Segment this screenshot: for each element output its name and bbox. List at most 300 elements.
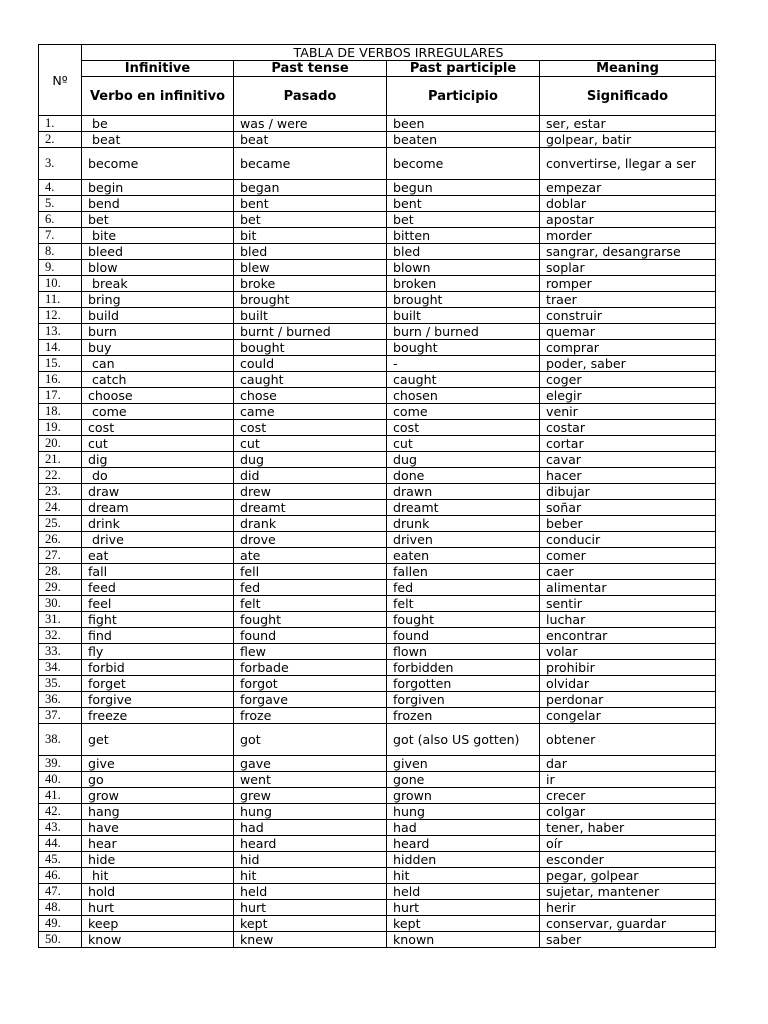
table-row: [39, 196, 716, 212]
table-title: TABLA DE VERBOS IRREGULARES: [82, 45, 716, 61]
past-participle-cell: blown: [387, 260, 540, 276]
past-participle-cell: forgiven: [387, 692, 540, 708]
past-participle-cell: fought: [387, 612, 540, 628]
table-row: [39, 452, 716, 468]
past-tense-cell: hit: [234, 868, 387, 884]
past-participle-cell: bent: [387, 196, 540, 212]
infinitive-cell: bleed: [82, 244, 234, 260]
past-tense-cell: felt: [234, 596, 387, 612]
past-tense-cell: heard: [234, 836, 387, 852]
verb-number: 3.: [39, 148, 82, 180]
verb-number: 48.: [39, 900, 82, 916]
header-significado: Significado: [540, 77, 716, 116]
table-row: [39, 612, 716, 628]
past-participle-cell: got (also US gotten): [387, 724, 540, 756]
verb-number: 39.: [39, 756, 82, 772]
meaning-cell: apostar: [540, 212, 716, 228]
verb-number: 22.: [39, 468, 82, 484]
verb-number: 5.: [39, 196, 82, 212]
past-participle-cell: drunk: [387, 516, 540, 532]
infinitive-cell: draw: [82, 484, 234, 500]
table-body: [39, 116, 716, 948]
past-tense-cell: built: [234, 308, 387, 324]
table-row: [39, 292, 716, 308]
table-row: [39, 756, 716, 772]
verb-number: 41.: [39, 788, 82, 804]
infinitive-cell: beat: [82, 132, 234, 148]
infinitive-cell: catch: [82, 372, 234, 388]
past-tense-cell: dug: [234, 452, 387, 468]
past-tense-cell: forgot: [234, 676, 387, 692]
table-row: [39, 148, 716, 180]
past-tense-cell: held: [234, 884, 387, 900]
table-row: [39, 580, 716, 596]
past-tense-cell: bet: [234, 212, 387, 228]
past-tense-cell: grew: [234, 788, 387, 804]
table-row: [39, 884, 716, 900]
infinitive-cell: become: [82, 148, 234, 180]
table-row: [39, 212, 716, 228]
past-participle-cell: frozen: [387, 708, 540, 724]
past-tense-cell: hurt: [234, 900, 387, 916]
table-row: [39, 788, 716, 804]
infinitive-cell: know: [82, 932, 234, 948]
verb-number: 40.: [39, 772, 82, 788]
past-participle-cell: had: [387, 820, 540, 836]
past-participle-cell: bitten: [387, 228, 540, 244]
past-tense-cell: fell: [234, 564, 387, 580]
meaning-cell: luchar: [540, 612, 716, 628]
verb-number: 26.: [39, 532, 82, 548]
meaning-cell: conducir: [540, 532, 716, 548]
table-row: [39, 180, 716, 196]
spanish-header-row: [39, 77, 716, 116]
table-row: [39, 644, 716, 660]
meaning-cell: herir: [540, 900, 716, 916]
meaning-cell: morder: [540, 228, 716, 244]
past-tense-cell: blew: [234, 260, 387, 276]
header-past-tense: Past tense: [234, 61, 387, 77]
infinitive-cell: hear: [82, 836, 234, 852]
verb-number: 33.: [39, 644, 82, 660]
past-tense-cell: got: [234, 724, 387, 756]
infinitive-cell: give: [82, 756, 234, 772]
past-tense-cell: was / were: [234, 116, 387, 132]
past-tense-cell: cut: [234, 436, 387, 452]
meaning-cell: pegar, golpear: [540, 868, 716, 884]
meaning-cell: elegir: [540, 388, 716, 404]
past-tense-cell: had: [234, 820, 387, 836]
past-tense-cell: froze: [234, 708, 387, 724]
past-tense-cell: went: [234, 772, 387, 788]
infinitive-cell: forgive: [82, 692, 234, 708]
meaning-cell: alimentar: [540, 580, 716, 596]
infinitive-cell: blow: [82, 260, 234, 276]
table-row: [39, 388, 716, 404]
infinitive-cell: do: [82, 468, 234, 484]
infinitive-cell: feed: [82, 580, 234, 596]
past-participle-cell: done: [387, 468, 540, 484]
past-tense-cell: began: [234, 180, 387, 196]
table-row: [39, 500, 716, 516]
past-tense-cell: chose: [234, 388, 387, 404]
infinitive-cell: be: [82, 116, 234, 132]
past-tense-cell: drew: [234, 484, 387, 500]
verb-number: 4.: [39, 180, 82, 196]
meaning-cell: comer: [540, 548, 716, 564]
infinitive-cell: burn: [82, 324, 234, 340]
table-row: [39, 932, 716, 948]
past-tense-cell: bought: [234, 340, 387, 356]
header-participio: Participio: [387, 77, 540, 116]
past-participle-cell: hit: [387, 868, 540, 884]
infinitive-cell: come: [82, 404, 234, 420]
table-row: [39, 116, 716, 132]
header-past-participle: Past participle: [387, 61, 540, 77]
past-participle-cell: cut: [387, 436, 540, 452]
infinitive-cell: dig: [82, 452, 234, 468]
table-row: [39, 692, 716, 708]
verb-number: 45.: [39, 852, 82, 868]
verb-number: 49.: [39, 916, 82, 932]
meaning-cell: congelar: [540, 708, 716, 724]
past-participle-cell: fallen: [387, 564, 540, 580]
past-participle-cell: chosen: [387, 388, 540, 404]
meaning-cell: doblar: [540, 196, 716, 212]
header-verbo-en-infinitivo: Verbo en infinitivo: [82, 77, 234, 116]
past-tense-cell: caught: [234, 372, 387, 388]
infinitive-cell: buy: [82, 340, 234, 356]
table-row: [39, 900, 716, 916]
verb-number: 44.: [39, 836, 82, 852]
past-participle-cell: brought: [387, 292, 540, 308]
past-participle-cell: hidden: [387, 852, 540, 868]
infinitive-cell: feel: [82, 596, 234, 612]
infinitive-cell: find: [82, 628, 234, 644]
meaning-cell: caer: [540, 564, 716, 580]
infinitive-cell: hold: [82, 884, 234, 900]
meaning-cell: construir: [540, 308, 716, 324]
table-row: [39, 404, 716, 420]
past-tense-cell: fed: [234, 580, 387, 596]
table-row: [39, 804, 716, 820]
table-row: [39, 436, 716, 452]
table-row: [39, 628, 716, 644]
past-participle-cell: caught: [387, 372, 540, 388]
past-participle-cell: been: [387, 116, 540, 132]
infinitive-cell: freeze: [82, 708, 234, 724]
header-pasado: Pasado: [234, 77, 387, 116]
past-participle-cell: known: [387, 932, 540, 948]
past-participle-cell: -: [387, 356, 540, 372]
verb-number: 19.: [39, 420, 82, 436]
meaning-cell: ser, estar: [540, 116, 716, 132]
infinitive-cell: bite: [82, 228, 234, 244]
meaning-cell: beber: [540, 516, 716, 532]
past-participle-cell: become: [387, 148, 540, 180]
table-row: [39, 548, 716, 564]
table-row: [39, 324, 716, 340]
verb-number: 2.: [39, 132, 82, 148]
header-meaning: Meaning: [540, 61, 716, 77]
past-tense-cell: became: [234, 148, 387, 180]
table-row: [39, 420, 716, 436]
past-participle-cell: bet: [387, 212, 540, 228]
meaning-cell: volar: [540, 644, 716, 660]
past-tense-cell: forbade: [234, 660, 387, 676]
table-row: [39, 228, 716, 244]
verb-number: 24.: [39, 500, 82, 516]
infinitive-cell: cost: [82, 420, 234, 436]
infinitive-cell: hit: [82, 868, 234, 884]
meaning-cell: dibujar: [540, 484, 716, 500]
infinitive-cell: grow: [82, 788, 234, 804]
past-tense-cell: drove: [234, 532, 387, 548]
verb-number: 8.: [39, 244, 82, 260]
past-participle-cell: dug: [387, 452, 540, 468]
meaning-cell: sujetar, mantener: [540, 884, 716, 900]
infinitive-cell: can: [82, 356, 234, 372]
meaning-cell: obtener: [540, 724, 716, 756]
table-row: [39, 660, 716, 676]
verb-number: 32.: [39, 628, 82, 644]
title-row: [39, 45, 716, 61]
past-tense-cell: could: [234, 356, 387, 372]
past-participle-cell: heard: [387, 836, 540, 852]
infinitive-cell: forget: [82, 676, 234, 692]
verb-number: 35.: [39, 676, 82, 692]
table-row: [39, 852, 716, 868]
table-row: [39, 708, 716, 724]
table-row: [39, 276, 716, 292]
table-row: [39, 132, 716, 148]
infinitive-cell: forbid: [82, 660, 234, 676]
past-participle-cell: kept: [387, 916, 540, 932]
past-participle-cell: come: [387, 404, 540, 420]
verb-number: 46.: [39, 868, 82, 884]
infinitive-cell: bend: [82, 196, 234, 212]
meaning-cell: crecer: [540, 788, 716, 804]
past-tense-cell: came: [234, 404, 387, 420]
table-row: [39, 772, 716, 788]
table-row: [39, 484, 716, 500]
table-row: [39, 372, 716, 388]
table-row: [39, 308, 716, 324]
infinitive-cell: hide: [82, 852, 234, 868]
past-participle-cell: forbidden: [387, 660, 540, 676]
verb-number: 29.: [39, 580, 82, 596]
verb-number: 1.: [39, 116, 82, 132]
meaning-cell: romper: [540, 276, 716, 292]
verb-number: 23.: [39, 484, 82, 500]
past-participle-cell: bought: [387, 340, 540, 356]
verb-number: 38.: [39, 724, 82, 756]
past-participle-cell: held: [387, 884, 540, 900]
table-row: [39, 916, 716, 932]
verb-number: 42.: [39, 804, 82, 820]
past-tense-cell: found: [234, 628, 387, 644]
infinitive-cell: fly: [82, 644, 234, 660]
past-participle-cell: built: [387, 308, 540, 324]
infinitive-cell: go: [82, 772, 234, 788]
past-tense-cell: beat: [234, 132, 387, 148]
past-participle-cell: burn / burned: [387, 324, 540, 340]
past-tense-cell: bled: [234, 244, 387, 260]
header-infinitive: Infinitive: [82, 61, 234, 77]
past-participle-cell: drawn: [387, 484, 540, 500]
past-tense-cell: knew: [234, 932, 387, 948]
meaning-cell: olvidar: [540, 676, 716, 692]
past-participle-cell: driven: [387, 532, 540, 548]
meaning-cell: comprar: [540, 340, 716, 356]
meaning-cell: colgar: [540, 804, 716, 820]
past-tense-cell: bit: [234, 228, 387, 244]
meaning-cell: dar: [540, 756, 716, 772]
table-row: [39, 244, 716, 260]
table-header: [39, 45, 716, 116]
meaning-cell: esconder: [540, 852, 716, 868]
verb-number: 20.: [39, 436, 82, 452]
table-row: [39, 724, 716, 756]
table-row: [39, 596, 716, 612]
verb-number: 43.: [39, 820, 82, 836]
verb-number: 37.: [39, 708, 82, 724]
past-tense-cell: did: [234, 468, 387, 484]
table-row: [39, 820, 716, 836]
infinitive-cell: drink: [82, 516, 234, 532]
verb-number: 25.: [39, 516, 82, 532]
verb-number: 6.: [39, 212, 82, 228]
infinitive-cell: drive: [82, 532, 234, 548]
past-participle-cell: felt: [387, 596, 540, 612]
infinitive-cell: bet: [82, 212, 234, 228]
infinitive-cell: have: [82, 820, 234, 836]
meaning-cell: empezar: [540, 180, 716, 196]
past-tense-cell: flew: [234, 644, 387, 660]
meaning-cell: saber: [540, 932, 716, 948]
verb-number: 28.: [39, 564, 82, 580]
past-tense-cell: fought: [234, 612, 387, 628]
infinitive-cell: break: [82, 276, 234, 292]
meaning-cell: sangrar, desangrarse: [540, 244, 716, 260]
past-tense-cell: hung: [234, 804, 387, 820]
infinitive-cell: fight: [82, 612, 234, 628]
meaning-cell: conservar, guardar: [540, 916, 716, 932]
past-participle-cell: bled: [387, 244, 540, 260]
past-participle-cell: found: [387, 628, 540, 644]
table-row: [39, 356, 716, 372]
verb-number: 34.: [39, 660, 82, 676]
verb-number: 36.: [39, 692, 82, 708]
table-row: [39, 564, 716, 580]
verb-number: 16.: [39, 372, 82, 388]
verb-number: 17.: [39, 388, 82, 404]
meaning-cell: cortar: [540, 436, 716, 452]
verb-number: 21.: [39, 452, 82, 468]
verb-number: 18.: [39, 404, 82, 420]
past-participle-cell: begun: [387, 180, 540, 196]
table-row: [39, 340, 716, 356]
meaning-cell: soñar: [540, 500, 716, 516]
past-tense-cell: ate: [234, 548, 387, 564]
past-participle-cell: broken: [387, 276, 540, 292]
infinitive-cell: eat: [82, 548, 234, 564]
verb-number: 27.: [39, 548, 82, 564]
verb-number: 30.: [39, 596, 82, 612]
meaning-cell: ir: [540, 772, 716, 788]
past-participle-cell: grown: [387, 788, 540, 804]
past-tense-cell: hid: [234, 852, 387, 868]
past-participle-cell: cost: [387, 420, 540, 436]
infinitive-cell: build: [82, 308, 234, 324]
infinitive-cell: choose: [82, 388, 234, 404]
verb-number: 10.: [39, 276, 82, 292]
meaning-cell: golpear, batir: [540, 132, 716, 148]
meaning-cell: traer: [540, 292, 716, 308]
number-column-header: Nº: [39, 45, 82, 116]
table-row: [39, 468, 716, 484]
infinitive-cell: bring: [82, 292, 234, 308]
past-tense-cell: brought: [234, 292, 387, 308]
english-header-row: [39, 61, 716, 77]
table-row: [39, 532, 716, 548]
infinitive-cell: get: [82, 724, 234, 756]
infinitive-cell: hurt: [82, 900, 234, 916]
meaning-cell: sentir: [540, 596, 716, 612]
verb-number: 15.: [39, 356, 82, 372]
past-tense-cell: dreamt: [234, 500, 387, 516]
verb-number: 14.: [39, 340, 82, 356]
meaning-cell: prohibir: [540, 660, 716, 676]
table-row: [39, 516, 716, 532]
past-tense-cell: gave: [234, 756, 387, 772]
meaning-cell: quemar: [540, 324, 716, 340]
past-tense-cell: burnt / burned: [234, 324, 387, 340]
past-tense-cell: drank: [234, 516, 387, 532]
meaning-cell: poder, saber: [540, 356, 716, 372]
table-row: [39, 260, 716, 276]
infinitive-cell: cut: [82, 436, 234, 452]
past-participle-cell: fed: [387, 580, 540, 596]
verb-number: 12.: [39, 308, 82, 324]
irregular-verbs-table: [38, 44, 716, 948]
verb-number: 7.: [39, 228, 82, 244]
meaning-cell: encontrar: [540, 628, 716, 644]
table-row: [39, 836, 716, 852]
verb-number: 31.: [39, 612, 82, 628]
past-participle-cell: hurt: [387, 900, 540, 916]
table-row: [39, 676, 716, 692]
verb-number: 9.: [39, 260, 82, 276]
verb-number: 11.: [39, 292, 82, 308]
meaning-cell: hacer: [540, 468, 716, 484]
past-participle-cell: flown: [387, 644, 540, 660]
infinitive-cell: dream: [82, 500, 234, 516]
meaning-cell: convertirse, llegar a ser: [540, 148, 716, 180]
past-tense-cell: cost: [234, 420, 387, 436]
infinitive-cell: keep: [82, 916, 234, 932]
infinitive-cell: fall: [82, 564, 234, 580]
past-tense-cell: broke: [234, 276, 387, 292]
past-participle-cell: forgotten: [387, 676, 540, 692]
meaning-cell: costar: [540, 420, 716, 436]
meaning-cell: perdonar: [540, 692, 716, 708]
past-tense-cell: forgave: [234, 692, 387, 708]
past-participle-cell: hung: [387, 804, 540, 820]
infinitive-cell: hang: [82, 804, 234, 820]
meaning-cell: soplar: [540, 260, 716, 276]
infinitive-cell: begin: [82, 180, 234, 196]
